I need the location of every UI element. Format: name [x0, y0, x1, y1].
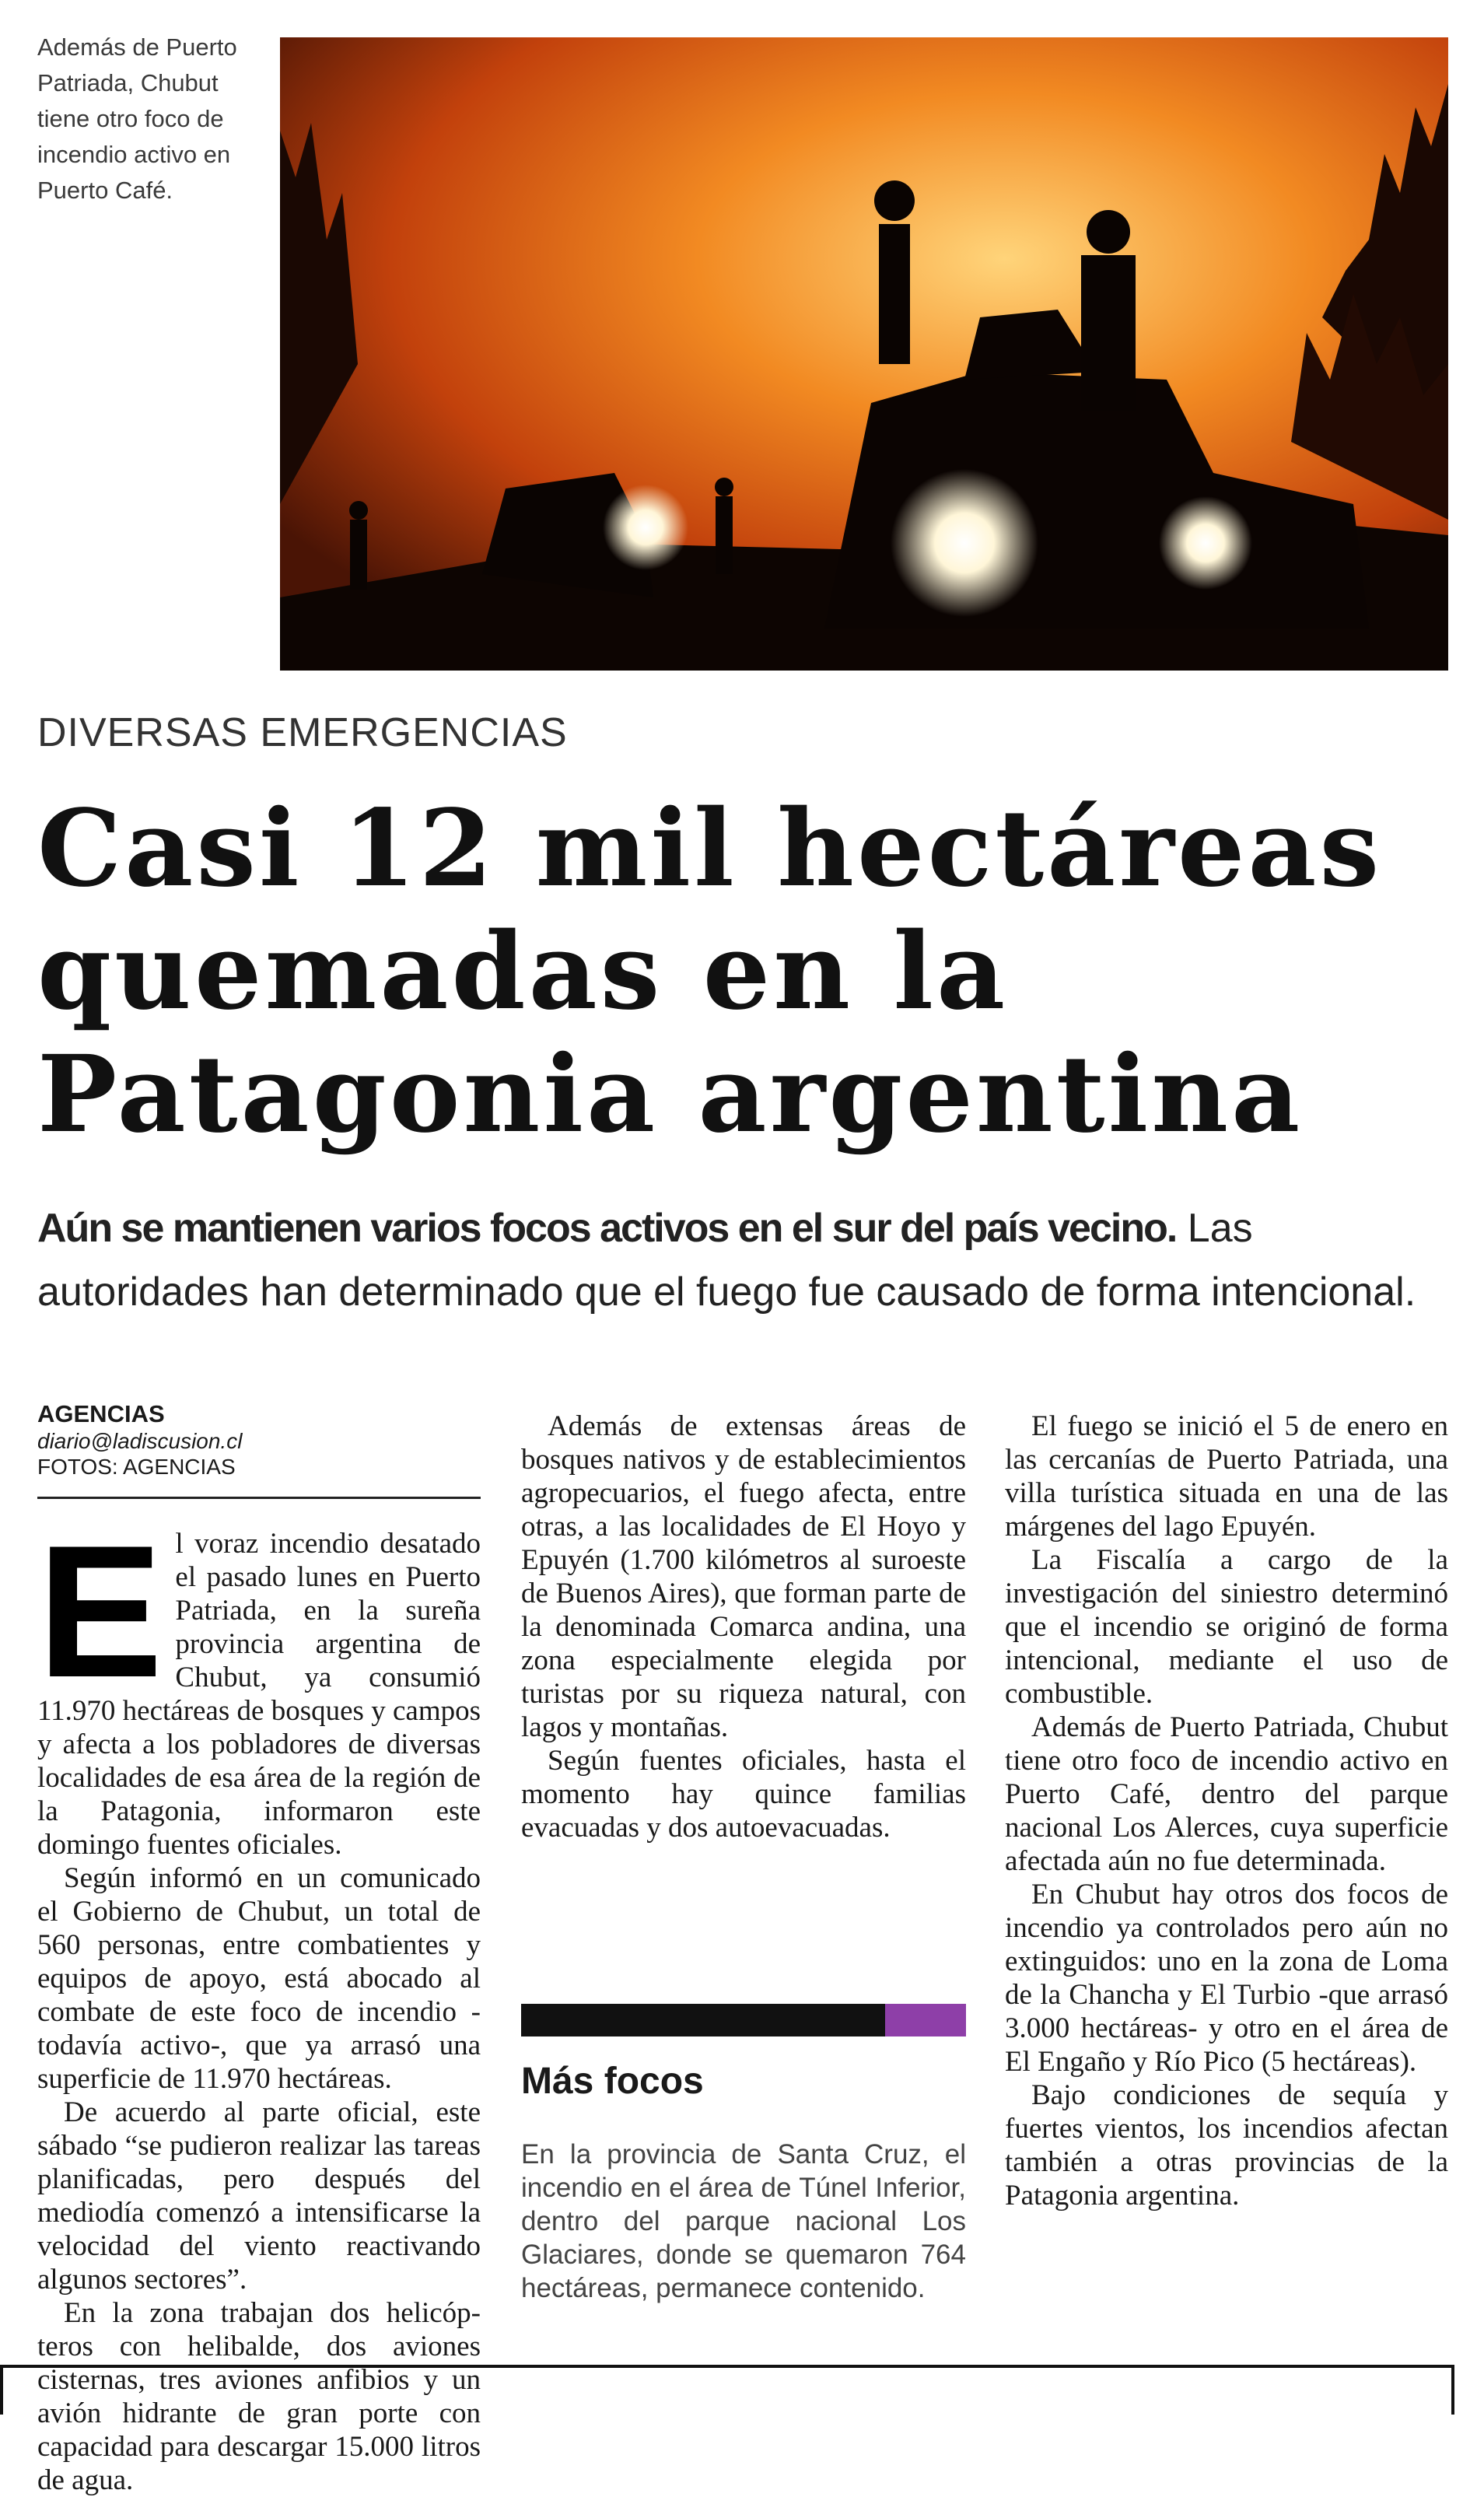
deck-rest: Las autoridades han determinado que el fuego fue causado de forma intencional. — [37, 1206, 1416, 1315]
paragraph-6: Según fuentes oficiales, hasta el momento hay quince familias evacuadas y dos autoevacuadas. — [521, 1745, 966, 1844]
headline: Casi 12 mil hectáreas quemadas en la Patagonia argentina — [37, 786, 1383, 1157]
paragraph-9: Además de Puerto Patriada, Chubut tiene otro foco de incendio activo en Puerto Café, dentro del parque nacional Los Alerces, cuya superficie afectada aún no fue determinada. — [1005, 1711, 1448, 1877]
wildfire-photo — [280, 37, 1448, 671]
paragraph-7: El fuego se inició el 5 de enero en las cercanías de Puerto Patriada, una villa turística situada en una de las márgenes del lago Epuyén. — [1005, 1410, 1448, 1543]
dropcap: E — [37, 1507, 163, 1717]
byline-photos: FOTOS: AGENCIAS — [37, 1455, 236, 1479]
sidebar-title: Más focos — [521, 2061, 704, 2102]
kicker: DIVERSAS EMERGENCIAS — [37, 710, 568, 755]
deck-bold: Aún se mantienen varios focos activos en el sur del país vecino. — [37, 1206, 1177, 1251]
column-2 — [521, 1410, 966, 1844]
sidebar-body: En la provincia de Santa Cruz, el incendio en el área de Túnel Inferior, dentro del parque nacional Los Glaciares, donde se quemaron 764 hectáreas, permanece contenido. — [521, 2139, 966, 2303]
column-3 — [1005, 1410, 1448, 2212]
column-1 — [37, 1400, 481, 2497]
sidebar-accent — [885, 2004, 966, 2036]
paragraph-8: La Fiscalía a cargo de la investigación del siniestro determinó que el incendio se originó de forma intencional, mediante el uso de combustible. — [1005, 1544, 1448, 1710]
photo-caption: Además de Puerto Patriada, Chubut tiene otro foco de incendio activo en Puerto Café. — [37, 33, 237, 204]
paragraph-4: En la zona trabajan dos helicóp-teros con helibalde, dos aviones cisternas, tres aviones anfibios y un avión hidrante de gran porte con capacidad para descargar 15.000 litros de agua. — [37, 2297, 481, 2496]
paragraph-2: Según informó en un comunicado el Gobierno de Chubut, un total de 560 personas, entre combatientes y equipos de apoyo, está abocado al combate de este foco de incendio -todavía activo-, que ya arrasó una superficie de 11.970 hectáreas. — [37, 1862, 481, 2095]
paragraph-3: De acuerdo al parte oficial, este sábado “se pudieron realizar las tareas planificadas, pero después del mediodía comenzó a intensificarse la velocidad del viento reactivando algunos sectores”. — [37, 2096, 481, 2296]
paragraph-11: Bajo condiciones de sequía y fuertes vientos, los incendios afectan también a otras provincias de la Patagonia argentina. — [1005, 2079, 1448, 2212]
byline-divider — [37, 1497, 481, 1499]
byline-email: diario@ladiscusion.cl — [37, 1429, 243, 1453]
byline-agency: AGENCIAS — [37, 1400, 165, 1427]
sidebar-header-bar — [521, 2004, 966, 2036]
byline — [37, 1400, 481, 1480]
bottom-frame — [0, 2365, 1454, 2415]
deck — [37, 1196, 1461, 1324]
paragraph-5: Además de extensas áreas de bosques nativos y de establecimientos agropecuarios, el fuego afecta, entre otras, a las localidades de El Hoyo y Epuyén (1.700 kilómetros al suroeste de Buenos Aires), que forman parte de la denominada Comarca andina, una zona especialmente elegida por turistas por su riqueza natural, con lagos y montañas. — [521, 1410, 966, 1743]
paragraph-1-text: l voraz incendio desatado el pasado lunes en Puerto Patriada, en la sureña provincia argentina de Chubut, ya consumió 11.970 hectáreas de bosques y campos y afecta a los pobladores de diversas localidades de esa área de la región de la Patagonia, informaron este domingo fuentes oficiales. — [37, 1528, 481, 1861]
paragraph-1 — [37, 1507, 481, 1861]
paragraph-10: En Chubut hay otros dos focos de incendio ya controlados pero aún no extinguidos: uno en la zona de Loma de la Chancha y El Turbio -que arrasó 3.000 hectáreas- y otro en el área de El Engaño y Río Pico (5 hectáreas). — [1005, 1879, 1448, 2078]
